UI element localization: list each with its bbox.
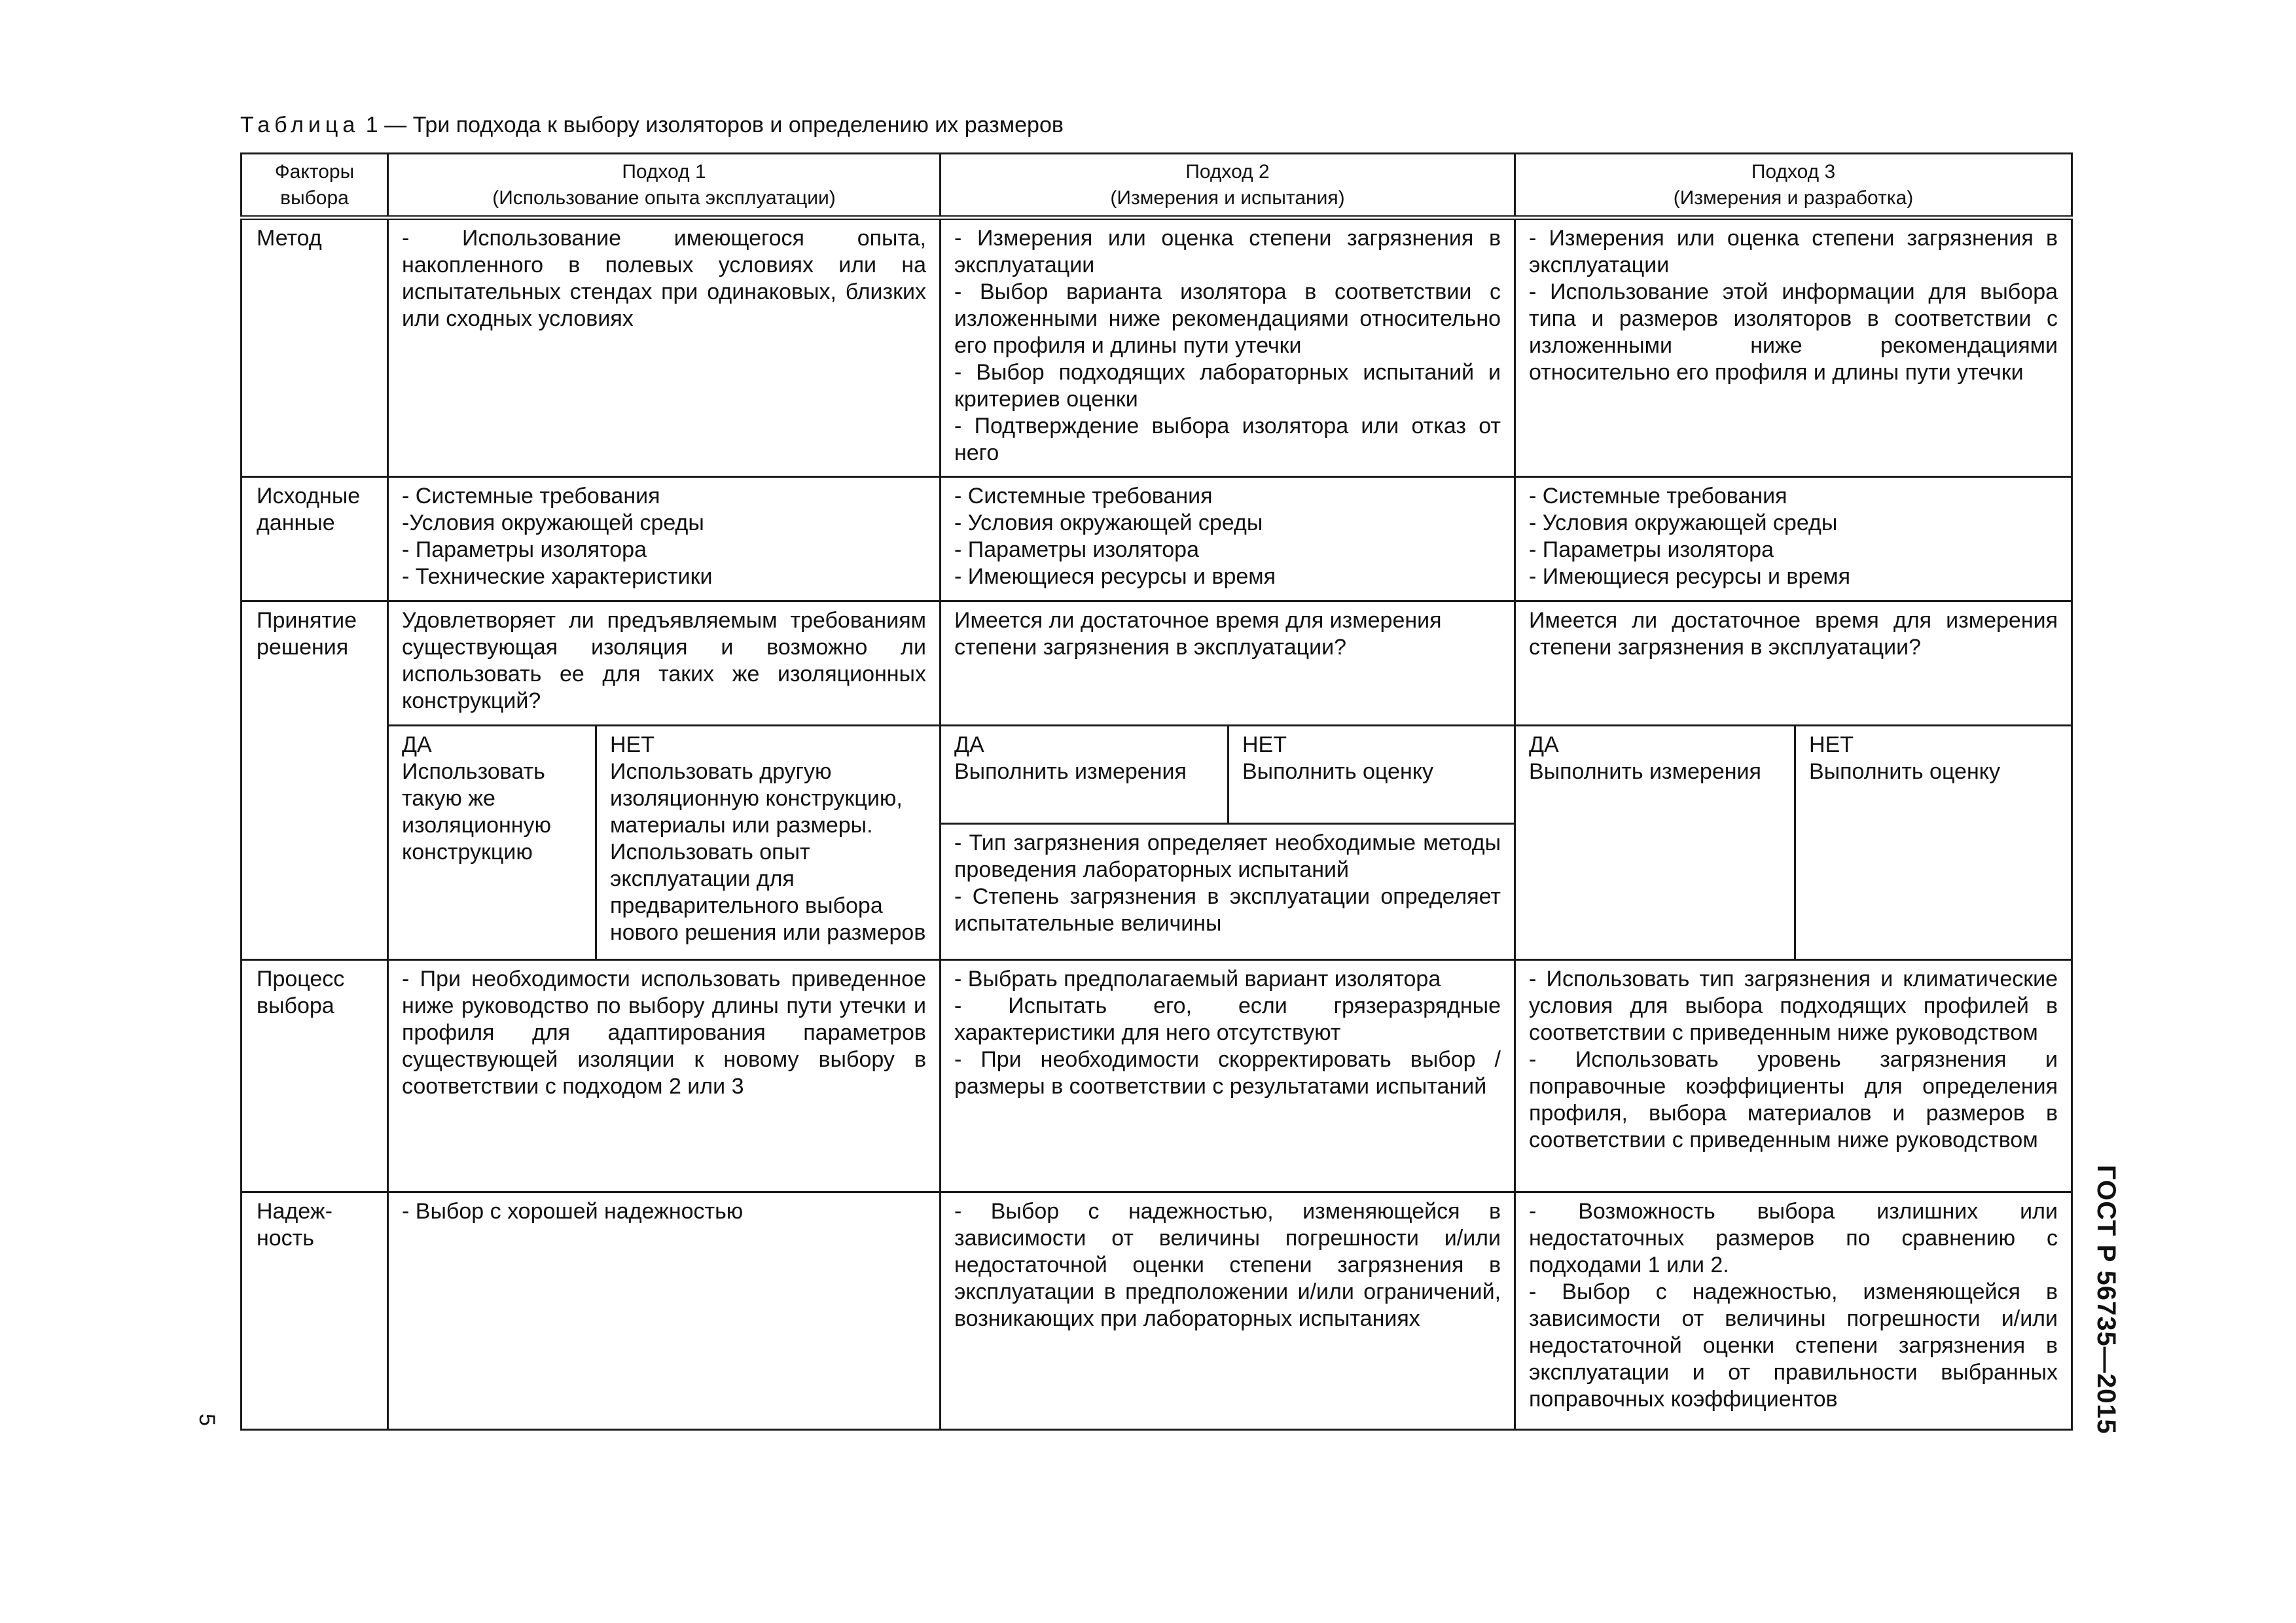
caption-prefix: Таблица <box>240 113 360 137</box>
standard-designation: ГОСТ Р 56735—2015 <box>2092 1165 2121 1435</box>
input-a1: - Системные требования -Условия окружающей среды - Параметры изолятора - Технические характеристики <box>388 477 941 601</box>
input-a2: - Системные требования - Условия окружающей среды - Параметры изолятора - Имеющиеся ресурсы и время <box>941 477 1515 601</box>
table-caption <box>240 113 1064 138</box>
decision-a1-no: НЕТ Использовать другую изоляционную конструкцию, материалы или размеры. Использовать опыт эксплуатации для предварительного выбора нового решения или размеров <box>596 726 941 960</box>
header-factors: Факторы выбора <box>242 154 388 218</box>
header-approach-3: Подход 3 (Измерения и разработка) <box>1515 154 2072 218</box>
decision-a2-no: НЕТ Выполнить оценку <box>1229 726 1515 824</box>
factor-reliability: Надеж- ность <box>242 1192 388 1430</box>
factor-method: Метод <box>242 218 388 477</box>
row-reliability <box>242 1192 2072 1430</box>
decision-a3-question: Имеется ли достаточное время для измерения степени загрязнения в эксплуатации? <box>1515 601 2072 726</box>
decision-a3-no: НЕТ Выполнить оценку <box>1795 726 2072 960</box>
page-number: 5 <box>194 1414 219 1426</box>
process-a3: - Использовать тип загрязнения и климатические условия для выбора подходящих профилей в соответствии с приведенным ниже руководством - Использовать уровень загрязнения и поправочные коэффициенты для определения профиля, выбора материалов и размеров в соответствии с приведенным ниже руководством <box>1515 960 2072 1192</box>
decision-a1-yes: ДА Использовать такую же изоляционную конструкцию <box>388 726 596 960</box>
decision-a1-question: Удовлетворяет ли предъявляемым требованиям существующая изоляция и возможно ли использовать ее для таких же изоляционных конструкций? <box>388 601 941 726</box>
row-selection-process <box>242 960 2072 1192</box>
factor-input-data: Исходные данные <box>242 477 388 601</box>
row-decision-yes-no <box>242 726 2072 824</box>
caption-text: 1 — Три подхода к выбору изоляторов и определению их размеров <box>365 113 1064 137</box>
header-approach-1: Подход 1 (Использование опыта эксплуатации) <box>388 154 941 218</box>
decision-a2-yes: ДА Выполнить измерения <box>941 726 1229 824</box>
reliability-a1: - Выбор с хорошей надежностью <box>388 1192 941 1430</box>
row-input-data <box>242 477 2072 601</box>
approaches-table <box>240 152 2073 1431</box>
table-header-row <box>242 154 2072 218</box>
decision-a3-yes: ДА Выполнить измерения <box>1515 726 1795 960</box>
reliability-a2: - Выбор с надежностью, изменяющейся в зависимости от величины погрешности и/или недостаточной оценки степени загрязнения в эксплуатации в предположении и/или ограничений, возникающих при лабораторных испытаниях <box>941 1192 1515 1430</box>
method-a3: - Измерения или оценка степени загрязнения в эксплуатации - Использование этой информации для выбора типа и размеров изоляторов в соответствии с изложенными ниже рекомендациями относительно его профиля и длины пути утечки <box>1515 218 2072 477</box>
method-a1: - Использование имеющегося опыта, накопленного в полевых условиях или на испытательных стендах при одинаковых, близких или сходных условиях <box>388 218 941 477</box>
factor-decision: Принятие решения <box>242 601 388 960</box>
reliability-a3: - Возможность выбора излишних или недостаточных размеров по сравнению с подходами 1 или 2. - Выбор с надежностью, изменяющейся в зависимости от величины погрешности и/или недостаточной оценки степени загрязнения в эксплуатации и от правильности выбранных поправочных коэффициентов <box>1515 1192 2072 1430</box>
process-a1: - При необходимости использовать приведенное ниже руководство по выбору длины пути утечки и профиля для адаптирования параметров существующей изоляции к новому выбору в соответствии с подходом 2 или 3 <box>388 960 941 1192</box>
factor-selection-process: Процесс выбора <box>242 960 388 1192</box>
decision-a2-notes: - Тип загрязнения определяет необходимые методы проведения лабораторных испытаний - Степень загрязнения в эксплуатации определяет испытательные величины <box>941 824 1515 960</box>
process-a2: - Выбрать предполагаемый вариант изолятора - Испытать его, если грязеразрядные характеристики для него отсутствуют - При необходимости скорректировать выбор / размеры в соответствии с результатами испытаний <box>941 960 1515 1192</box>
row-method <box>242 218 2072 477</box>
header-approach-2: Подход 2 (Измерения и испытания) <box>941 154 1515 218</box>
method-a2: - Измерения или оценка степени загрязнения в эксплуатации - Выбор варианта изолятора в соответствии с изложенными ниже рекомендациями относительно его профиля и длины пути утечки - Выбор подходящих лабораторных испытаний и критериев оценки - Подтверждение выбора изолятора или отказ от него <box>941 218 1515 477</box>
decision-a2-question: Имеется ли достаточное время для измерения степени загрязнения в эксплуатации? <box>941 601 1515 726</box>
input-a3: - Системные требования - Условия окружающей среды - Параметры изолятора - Имеющиеся ресурсы и время <box>1515 477 2072 601</box>
row-decision-question <box>242 601 2072 726</box>
